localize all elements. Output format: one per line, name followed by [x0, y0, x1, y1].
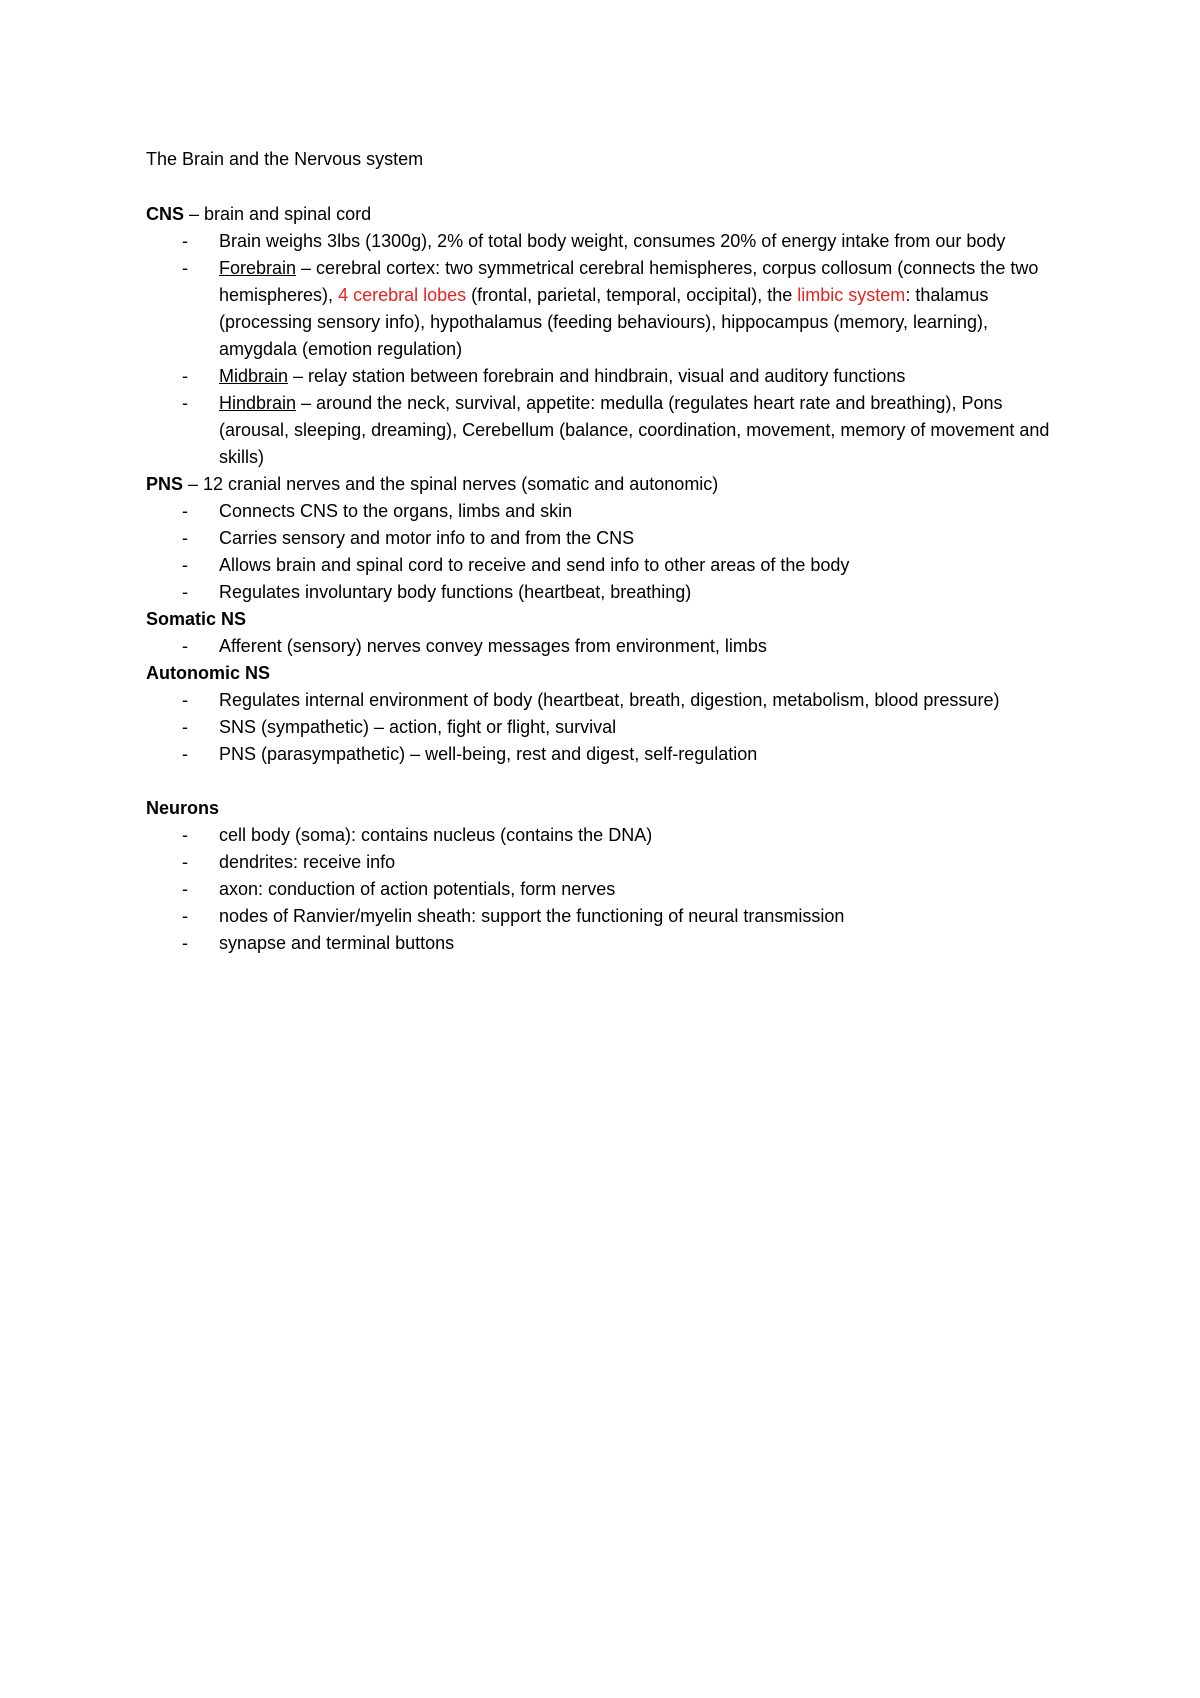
list-item-text: Regulates involuntary body functions (heartbeat, breathing): [219, 582, 692, 602]
midbrain-text: – relay station between forebrain and hindbrain, visual and auditory functions: [288, 366, 906, 386]
bullet-dash: -: [182, 933, 188, 953]
list-item: [146, 255, 1066, 363]
bullet-dash: -: [182, 636, 188, 656]
pns-list: [146, 498, 1066, 606]
list-item-text: axon: conduction of action potentials, form nerves: [219, 879, 616, 899]
list-item: [146, 498, 1066, 525]
bullet-dash: -: [182, 690, 188, 710]
bullet-dash: -: [182, 825, 188, 845]
list-item: [146, 390, 1066, 471]
somatic-label: Somatic NS: [146, 609, 247, 629]
forebrain-text-3: : thalamus (processing sensory info), hypothalamus (feeding behaviours), hippocampus (memory, learning), amygdala (emotion regulation): [219, 285, 989, 359]
bullet-dash: -: [182, 555, 188, 575]
forebrain-highlight-limbic: limbic system: [797, 285, 906, 305]
list-item-text: Allows brain and spinal cord to receive and send info to other areas of the body: [219, 555, 850, 575]
list-item: [146, 714, 1066, 741]
list-item: [146, 876, 1066, 903]
list-item: [146, 525, 1066, 552]
bullet-dash: -: [182, 879, 188, 899]
list-item-text: Afferent (sensory) nerves convey messages from environment, limbs: [219, 636, 767, 656]
neurons-label: Neurons: [146, 798, 220, 818]
list-item-text: Connects CNS to the organs, limbs and skin: [219, 501, 573, 521]
pns-description: – 12 cranial nerves and the spinal nerves (somatic and autonomic): [183, 474, 719, 494]
bullet-dash: -: [182, 528, 188, 548]
bullet-dash: -: [182, 366, 188, 386]
autonomic-list: [146, 687, 1066, 768]
list-item-text: SNS (sympathetic) – action, fight or flight, survival: [219, 717, 617, 737]
somatic-list: [146, 633, 1066, 660]
bullet-dash: -: [182, 258, 188, 278]
midbrain-term: Midbrain: [219, 366, 289, 386]
bullet-dash: -: [182, 852, 188, 872]
cns-list: [146, 228, 1066, 471]
list-item-text: dendrites: receive info: [219, 852, 396, 872]
list-item: [146, 903, 1066, 930]
autonomic-label: Autonomic NS: [146, 663, 270, 683]
list-item-text: cell body (soma): contains nucleus (contains the DNA): [219, 825, 653, 845]
cns-label: CNS: [146, 204, 185, 224]
list-item: [146, 930, 1066, 957]
list-item-text: nodes of Ranvier/myelin sheath: support the functioning of neural transmission: [219, 906, 845, 926]
document-page: [146, 146, 1066, 957]
forebrain-highlight-lobes: 4 cerebral lobes: [338, 285, 467, 305]
neurons-heading: [146, 795, 1066, 822]
list-item: [146, 363, 1066, 390]
cns-heading: [146, 201, 1066, 228]
list-item: [146, 579, 1066, 606]
somatic-heading: [146, 606, 1066, 633]
list-item: [146, 687, 1066, 714]
pns-heading: [146, 471, 1066, 498]
hindbrain-text: – around the neck, survival, appetite: medulla (regulates heart rate and breathing), Pons (arousal, sleeping, dreaming), Cerebellum (balance, coordination, movement, memory of movement and skills): [219, 393, 1050, 467]
bullet-dash: -: [182, 231, 188, 251]
bullet-dash: -: [182, 906, 188, 926]
bullet-dash: -: [182, 393, 188, 413]
neurons-list: [146, 822, 1066, 957]
bullet-dash: -: [182, 501, 188, 521]
list-item: [146, 741, 1066, 768]
pns-label: PNS: [146, 474, 184, 494]
list-item-text: PNS (parasympathetic) – well-being, rest and digest, self-regulation: [219, 744, 758, 764]
cns-description: – brain and spinal cord: [184, 204, 372, 224]
list-item-text: synapse and terminal buttons: [219, 933, 455, 953]
list-item-text: Regulates internal environment of body (heartbeat, breath, digestion, metabolism, blood pressure): [219, 690, 1000, 710]
list-item: [146, 552, 1066, 579]
list-item: [146, 849, 1066, 876]
list-item: [146, 822, 1066, 849]
bullet-dash: -: [182, 717, 188, 737]
document-title: The Brain and the Nervous system: [146, 149, 424, 169]
forebrain-term: Forebrain: [219, 258, 297, 278]
bullet-dash: -: [182, 582, 188, 602]
autonomic-heading: [146, 660, 1066, 687]
list-item-text: Carries sensory and motor info to and from the CNS: [219, 528, 635, 548]
hindbrain-term: Hindbrain: [219, 393, 297, 413]
bullet-dash: -: [182, 744, 188, 764]
list-item: [146, 633, 1066, 660]
list-item: [146, 228, 1066, 255]
cns-weight-text: Brain weighs 3lbs (1300g), 2% of total body weight, consumes 20% of energy intake from our body: [219, 231, 1006, 251]
forebrain-text-2: (frontal, parietal, temporal, occipital), the: [466, 285, 798, 305]
forebrain-text-1: – cerebral cortex: two symmetrical cerebral hemispheres, corpus collosum (connects the two hemispheres),: [219, 258, 1039, 305]
